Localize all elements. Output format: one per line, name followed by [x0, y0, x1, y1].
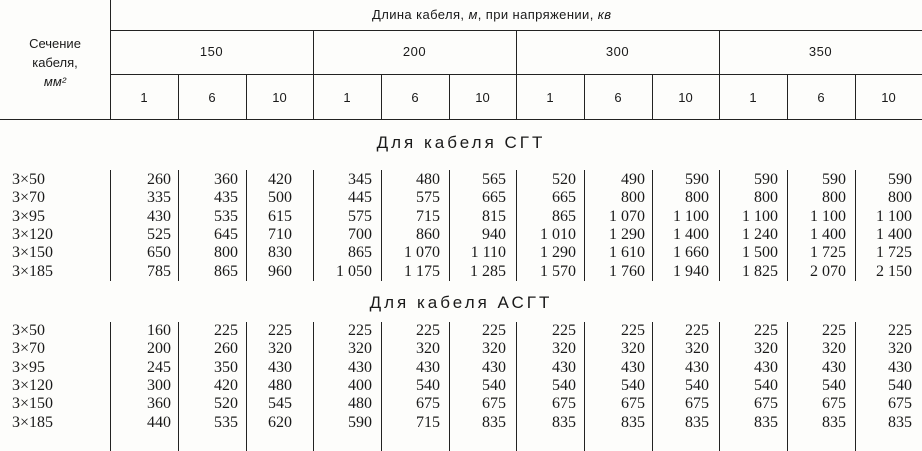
table-cell: 320	[268, 340, 292, 358]
table-cell: 830	[268, 244, 292, 262]
table-cell: 540	[822, 376, 846, 394]
table-cell: 540	[888, 376, 912, 394]
table-cell: 225	[685, 322, 709, 339]
table-cell: 1 100	[742, 207, 778, 225]
length-caption	[372, 7, 611, 22]
header-rule-bottom	[0, 119, 922, 120]
table-cell: 865	[348, 244, 372, 262]
table-cell: 320	[416, 340, 440, 358]
table-cell: 590	[754, 171, 778, 188]
table-cell: 420	[268, 171, 292, 188]
table-cell: 320	[482, 340, 506, 358]
table-cell: 700	[348, 225, 372, 243]
length-header: 10	[881, 90, 896, 105]
caption-prefix: Длина кабеля,	[372, 7, 465, 22]
table-cell: 665	[482, 189, 506, 207]
table-cell: 675	[822, 395, 846, 413]
table-cell: 350	[214, 358, 238, 376]
table-cell: 535	[214, 207, 238, 225]
table-cell: 675	[621, 395, 645, 413]
table-cell: 225	[822, 322, 846, 339]
table-cell: 320	[552, 340, 576, 358]
table-cell: 590	[348, 413, 372, 431]
table-cell: 785	[147, 262, 171, 280]
cross-section-label: 3×70	[12, 340, 46, 358]
table-cell: 225	[348, 322, 372, 339]
table-cell: 835	[621, 413, 645, 431]
table-cell: 320	[822, 340, 846, 358]
table-cell: 835	[685, 413, 709, 431]
table-cell: 1 760	[609, 262, 645, 280]
table-cell: 2 070	[810, 262, 846, 280]
table-cell: 1 100	[876, 207, 912, 225]
table-cell: 675	[416, 395, 440, 413]
section-label-unit: мм²	[43, 74, 67, 89]
cross-section-label: 3×70	[12, 189, 46, 207]
table-cell: 2 150	[876, 262, 912, 280]
cross-section-label: 3×120	[12, 376, 54, 394]
table-cell: 525	[147, 225, 171, 243]
length-header: 10	[678, 90, 693, 105]
section-title: Для кабеля СГТ	[376, 133, 546, 152]
table-cell: 225	[754, 322, 778, 339]
table-cell: 590	[685, 171, 709, 188]
table-cell: 540	[754, 376, 778, 394]
table-cell: 360	[147, 395, 171, 413]
table-cell: 480	[268, 376, 292, 394]
table-cell: 430	[416, 358, 440, 376]
table-cell: 865	[552, 207, 576, 225]
length-header: 6	[208, 90, 216, 105]
table-cell: 1 050	[336, 262, 372, 280]
table-cell: 675	[552, 395, 576, 413]
table-cell: 715	[416, 413, 440, 431]
table-cell: 430	[552, 358, 576, 376]
table-cell: 430	[621, 358, 645, 376]
cross-section-label: 3×150	[12, 395, 54, 413]
table-cell: 540	[621, 376, 645, 394]
table-cell: 590	[888, 171, 912, 188]
table-cell: 320	[754, 340, 778, 358]
table-cell: 225	[482, 322, 506, 339]
table-cell: 565	[482, 171, 506, 188]
table-cell: 665	[552, 189, 576, 207]
table-cell: 435	[214, 189, 238, 207]
table-cell: 800	[621, 189, 645, 207]
table-cell: 430	[482, 358, 506, 376]
table-cell: 1 610	[609, 244, 645, 262]
length-header: 1	[343, 90, 351, 105]
table-cell: 940	[482, 225, 506, 243]
section-label-line2: кабеля,	[32, 55, 78, 70]
table-cell: 490	[621, 171, 645, 188]
cross-section-label: 3×95	[12, 207, 46, 225]
length-header: 1	[140, 90, 148, 105]
table-cell: 1 175	[404, 262, 440, 280]
section-label-line1: Сечение	[29, 36, 81, 51]
length-header: 6	[817, 90, 825, 105]
table-cell: 800	[754, 189, 778, 207]
table-cell: 225	[268, 322, 292, 339]
section-header-cell	[0, 0, 110, 125]
table-cell: 430	[268, 358, 292, 376]
table-cell: 620	[268, 413, 292, 431]
table-cell: 225	[621, 322, 645, 339]
table-cell: 1 070	[404, 244, 440, 262]
cross-section-label: 3×50	[12, 171, 46, 188]
table-cell: 615	[268, 207, 292, 225]
table-cell: 1 570	[540, 262, 576, 280]
section-title: Для кабеля АСГТ	[369, 293, 553, 312]
table-cell: 800	[685, 189, 709, 207]
table-cell: 675	[888, 395, 912, 413]
table-cell: 245	[147, 358, 171, 376]
table-cell: 800	[214, 244, 238, 262]
table-cell: 225	[214, 322, 238, 339]
cross-section-label: 3×95	[12, 358, 46, 376]
table-cell: 675	[685, 395, 709, 413]
table-cell: 200	[147, 340, 171, 358]
table-cell: 430	[888, 358, 912, 376]
table-cell: 1 725	[810, 244, 846, 262]
table-cell: 540	[552, 376, 576, 394]
table-cell: 430	[348, 358, 372, 376]
table-cell: 225	[416, 322, 440, 339]
table-cell: 260	[214, 340, 238, 358]
table-cell: 675	[754, 395, 778, 413]
table-cell: 445	[348, 189, 372, 207]
table-cell: 540	[482, 376, 506, 394]
table-cell: 865	[214, 262, 238, 280]
table-cell: 645	[214, 225, 238, 243]
table-cell: 650	[147, 244, 171, 262]
table-cell: 430	[754, 358, 778, 376]
table-cell: 535	[214, 413, 238, 431]
table-cell: 320	[888, 340, 912, 358]
table-cell: 500	[268, 189, 292, 207]
cross-section-label: 3×185	[12, 262, 54, 280]
table-cell: 360	[214, 171, 238, 188]
table-cell: 815	[482, 207, 506, 225]
table-cell: 1 400	[673, 225, 709, 243]
caption-middle: , при напряжении,	[477, 7, 594, 22]
length-header: 6	[614, 90, 622, 105]
table-cell: 430	[822, 358, 846, 376]
table-cell: 575	[416, 189, 440, 207]
table-cell: 835	[482, 413, 506, 431]
table-cell: 1 500	[742, 244, 778, 262]
table-cell: 1 285	[470, 262, 506, 280]
table-cell: 160	[147, 322, 171, 339]
table-cell: 430	[147, 207, 171, 225]
table-cell: 545	[268, 395, 292, 413]
table-cell: 1 825	[742, 262, 778, 280]
table-cell: 320	[348, 340, 372, 358]
table-cell: 345	[348, 171, 372, 188]
length-header: 10	[475, 90, 490, 105]
table-cell: 1 070	[609, 207, 645, 225]
table-cell: 320	[685, 340, 709, 358]
table-cell: 835	[754, 413, 778, 431]
voltage-header: 200	[402, 44, 427, 59]
table-cell: 1 240	[742, 225, 778, 243]
voltage-header: 150	[199, 44, 224, 59]
table-cell: 860	[416, 225, 440, 243]
cross-section-label: 3×120	[12, 225, 54, 243]
table-cell: 1 010	[540, 225, 576, 243]
table-cell: 715	[416, 207, 440, 225]
table-cell: 1 940	[673, 262, 709, 280]
table-cell: 320	[621, 340, 645, 358]
table-cell: 1 400	[810, 225, 846, 243]
table-cell: 520	[552, 171, 576, 188]
table-cell: 960	[268, 262, 292, 280]
length-header: 1	[749, 90, 757, 105]
table-cell: 480	[348, 395, 372, 413]
table-cell: 225	[888, 322, 912, 339]
table-cell: 300	[147, 376, 171, 394]
table-cell: 835	[822, 413, 846, 431]
caption-unit-kv: кв	[597, 7, 612, 22]
table-cell: 1 290	[540, 244, 576, 262]
voltage-header: 300	[605, 44, 630, 59]
table-cell: 1 400	[876, 225, 912, 243]
table-cell: 835	[552, 413, 576, 431]
cross-section-label: 3×185	[12, 413, 54, 431]
table-cell: 520	[214, 395, 238, 413]
table-cell: 1 110	[470, 244, 506, 262]
table-cell: 800	[888, 189, 912, 207]
length-header: 6	[411, 90, 419, 105]
table-cell: 835	[888, 413, 912, 431]
table-cell: 1 725	[876, 244, 912, 262]
table-cell: 675	[482, 395, 506, 413]
table-cell: 1 290	[609, 225, 645, 243]
table-cell: 1 100	[673, 207, 709, 225]
cross-section-label: 3×50	[12, 322, 46, 339]
table-cell: 260	[147, 171, 171, 188]
table-cell: 420	[214, 376, 238, 394]
length-header: 1	[546, 90, 554, 105]
table-cell: 1 660	[673, 244, 709, 262]
table-cell: 540	[685, 376, 709, 394]
table-cell: 1 100	[810, 207, 846, 225]
table-cell: 590	[822, 171, 846, 188]
table-cell: 540	[416, 376, 440, 394]
length-header: 10	[272, 90, 287, 105]
table-cell: 440	[147, 413, 171, 431]
table-cell: 225	[552, 322, 576, 339]
table-cell: 430	[685, 358, 709, 376]
table-cell: 800	[822, 189, 846, 207]
cross-section-label: 3×150	[12, 244, 54, 262]
voltage-header: 350	[808, 44, 833, 59]
caption-unit-m: м	[468, 7, 478, 22]
table-cell: 575	[348, 207, 372, 225]
table-cell: 710	[268, 225, 292, 243]
table-cell: 400	[348, 376, 372, 394]
table-cell: 335	[147, 189, 171, 207]
table-cell: 480	[416, 171, 440, 188]
